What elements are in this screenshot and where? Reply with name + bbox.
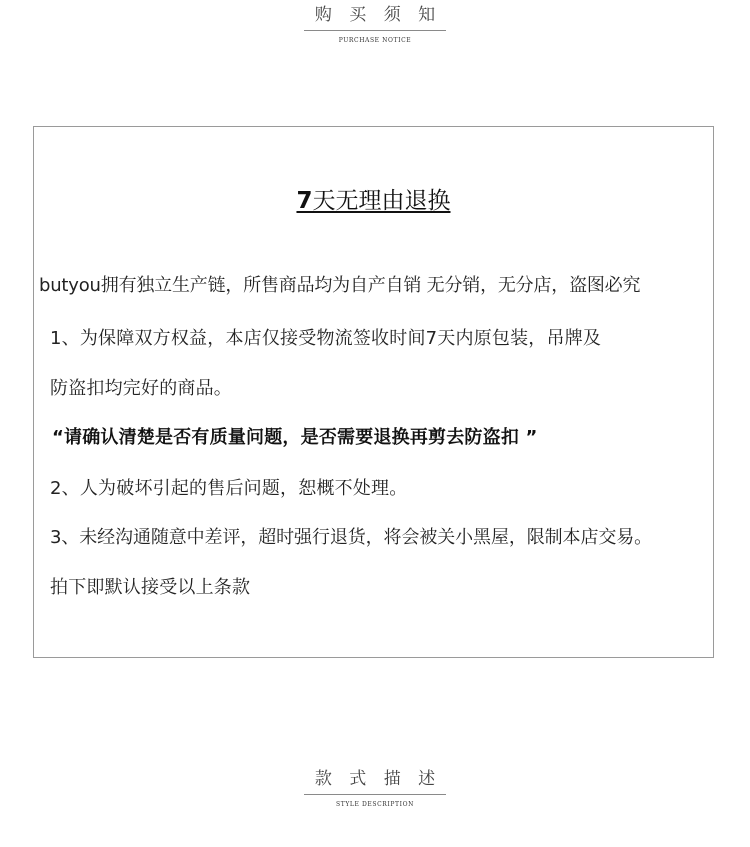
policy-item-2: 2、人为破坏引起的售后问题，恕概不处理。 <box>50 478 408 499</box>
purchase-notice-heading <box>0 4 750 45</box>
style-description-subtitle: STYLE DESCRIPTION <box>336 801 414 808</box>
policy-item-1-line-1: 1、为保障双方权益，本店仅接受物流签收时间7天内原包装，吊牌及 <box>50 328 602 349</box>
policy-item-1-line-2: 防盗扣均完好的商品。 <box>50 378 232 399</box>
policy-closing: 拍下即默认接受以上条款 <box>50 577 251 598</box>
purchase-notice-title: 购 买 须 知 <box>314 5 442 25</box>
policy-title-text: 天无理由退换 <box>312 188 451 214</box>
heading-divider <box>304 30 446 31</box>
purchase-notice-subtitle: PURCHASE NOTICE <box>338 37 412 44</box>
return-policy-box <box>33 126 714 658</box>
policy-title-number: 7 <box>296 188 313 214</box>
policy-item-3: 3、未经沟通随意中差评，超时强行退货，将会被关小黑屋，限制本店交易。 <box>50 527 653 548</box>
policy-title <box>34 186 713 216</box>
style-description-title: 款 式 描 述 <box>314 769 442 789</box>
policy-quote: “请确认清楚是否有质量问题，是否需要退换再剪去防盗扣 ” <box>52 427 538 448</box>
style-description-heading <box>0 768 750 809</box>
policy-intro: butyou拥有独立生产链，所售商品均为自产自销 无分销，无分店，盗图必究 <box>39 275 641 296</box>
heading-divider <box>304 794 446 795</box>
